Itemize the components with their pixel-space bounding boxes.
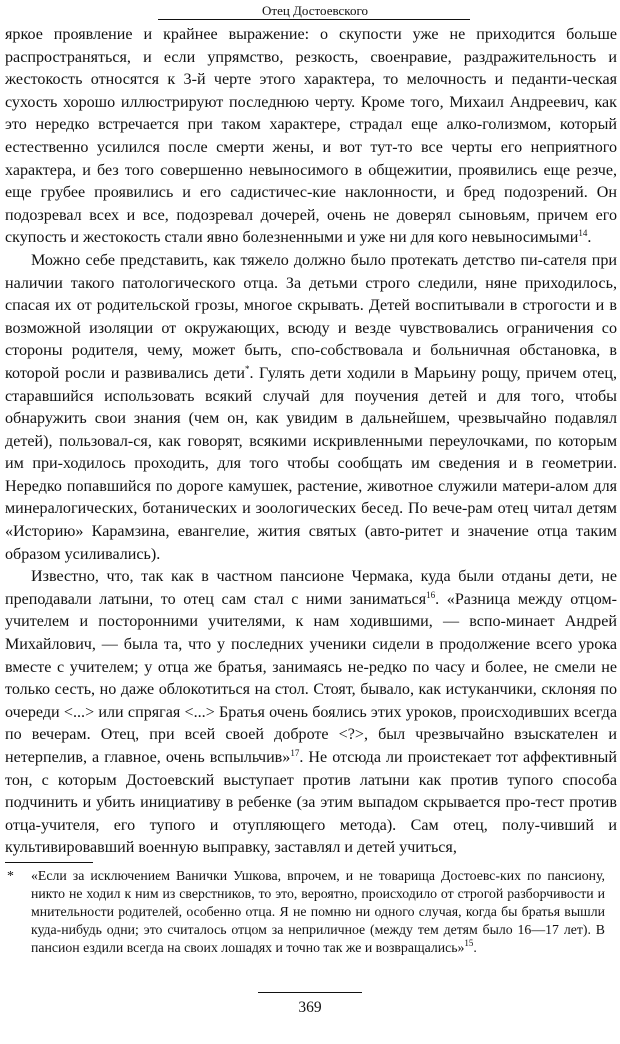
- footnote-mark: *: [7, 868, 14, 883]
- page-number: 369: [298, 999, 322, 1016]
- page-number-rule: [258, 992, 362, 993]
- footnote-ref: 15: [464, 938, 474, 948]
- footnote: [5, 867, 605, 957]
- footnote-paragraph: * «Если за исключением Ванички Ушкова, впрочем, и не товарища Достоевс-ких по пансиону, никто не ходил к ним из сверстников, то это, вероятно, происходило от строгой разборчивости и мнительности родителей, особенно отца. Я не помню ни одного случая, когда бы братья вышли куда-нибудь одни; это считалось отцом за неприличное (между тем детям было 16—17 лет). В пансион ездили всегда на своих лошадях и точно так же и возвращались»$^{15}$.: [7, 868, 605, 955]
- footnote-ref: *: [244, 363, 250, 374]
- footnote-ref: 17: [290, 748, 300, 758]
- paragraph: яркое проявление и крайнее выражение: о скупости уже не приходится больше распространяться, и если упрямство, резкость, своенравие, раздражительность и жестокость относятся к 3-й черте этого характера, то мелочность и педанти-ческая сухость хорошо иллюстрируют последнюю черту. Кроме того, Михаил Андреевич, как это нередко встречается при таком характере, страдал еще алко-голизмом, который естественно усилился после смерти жены, и вот тут-то все черты его неприятного характера, и без того совершенно невыносимого в общежитии, проявились еще резче, еще грубее проявились и его садистичес-кие наклонности, и бред подозрений. Он подозревал всех и все, подозревал дочерей, очень не доверял сыновьям, причем его скупость и жестокость стали явно болезненными и уже ни для кого невыносимыми$^{14}$.: [5, 26, 617, 247]
- footnote-ref: 14: [578, 228, 588, 239]
- main-text: [5, 24, 617, 860]
- footnote-rule: [5, 862, 93, 863]
- header-rule: [158, 19, 470, 20]
- running-header: Отец Достоевского: [262, 3, 368, 18]
- paragraph: Известно, что, так как в частном пансионе Чермака, куда были отданы дети, не преподавали латыни, то отец сам стал с ними заниматься$^{16}$. «Разница между отцом-учителем и посторонними учителями, к нам ходившими, — вспо-минает Андрей Михайлович, — была та, что у последних ученики сидели в продолжение всего урока вместе с учителем; у отца же братья, занимаясь не-редко по часу и более, не смели не только сесть, но даже облокотиться на стол. Стоят, бывало, как истуканчики, склоняя по очереди <...> или спрягая <...> Братья очень боялись этих уроков, происходивших всегда по вечерам. Отец, при всей своей доброте <?>, был чрезвычайно взыскателен и нетерпелив, а главное, очень вспыльчив»$^{17}$. Не отсюда ли проистекает тот аффективный тон, с которым Достоевский выступает против латыни как против тупого способа подчинить и убить инициативу в ребенке (за этим выпадом скрывается про-тест против отца-учителя, его тупого и отупляющего метода). Сам отец, полу-чивший и культивировавший военную выправку, заставлял и детей учиться,: [5, 568, 617, 857]
- footnote-ref: 16: [426, 589, 436, 600]
- paragraph: Можно себе представить, как тяжело должно было протекать детство пи-сателя при наличии такого патологического отца. За детьми строго следили, няне приходилось, спасая их от родительской грозы, многое скрывать. Детей воспитывали в строгости и в возможной изоляции от окружающих, всюду и везде чувствовались ограничения со стороны родителя, чему, может быть, спо-собствовала и больничная обстановка, в которой росли и развивались дети*. Гулять дети ходили в Марьину рощу, причем отец, старавшийся использовать всякий случай для поучения детей и для того, чтобы обнаружить свои знания (чем он, как увидим в дальнейшем, чрезвычайно подавлял детей), пользовал-ся, как говорят, всякими искривленными переулочками, по которым им при-ходилось проходить, для того чтобы сообщать им сведения и в геометрии. Нередко попавшийся по дороге камушек, растение, животное служили матери-алом для минералогических, ботанических и зоологических бесед. По вече-рам отец читал детям «Историю» Карамзина, евангелие, жития святых (авто-ритет и значение отца таким образом усиливались).: [5, 251, 618, 563]
